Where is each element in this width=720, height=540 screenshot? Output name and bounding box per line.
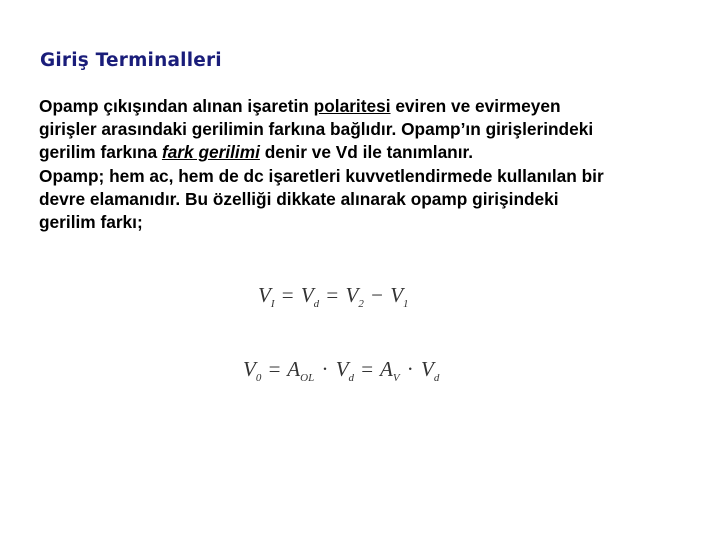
- text-segment: denir ve Vd ile tanımlanır.: [259, 142, 474, 163]
- eq-subscript: d: [313, 298, 320, 310]
- eq-symbol: A: [287, 357, 301, 381]
- eq-subscript: 2: [358, 298, 364, 310]
- eq-symbol: V: [345, 283, 359, 307]
- text-segment: gerilim farkına: [39, 142, 162, 163]
- eq-symbol: A: [379, 357, 393, 381]
- paragraph-1-line-3: [39, 141, 709, 164]
- eq-subscript: 1: [403, 298, 409, 310]
- eq-symbol: V: [243, 357, 256, 381]
- slide-body: [39, 95, 709, 234]
- underlined-term-polaritesi: polaritesi: [313, 96, 391, 116]
- paragraph-2-line-3: gerilim farkı;: [39, 212, 143, 233]
- eq-subscript: OL: [300, 372, 315, 384]
- eq-symbol: V: [258, 283, 271, 307]
- eq-subscript: 0: [255, 372, 262, 384]
- eq-subscript: V: [392, 372, 400, 384]
- underlined-term-fark-gerilimi: fark gerilimi: [161, 142, 260, 163]
- text-segment: eviren ve evirmeyen: [390, 96, 561, 116]
- paragraph-1-line-2: girişler arasındaki gerilimin farkına bağlıdır. Opamp’ın girişlerindeki: [39, 119, 594, 140]
- paragraph-1-line-1: [39, 95, 709, 118]
- text-segment: Opamp çıkışından alınan işaretin: [39, 96, 314, 116]
- eq-symbol: V: [390, 283, 404, 307]
- eq-symbol: V: [421, 357, 434, 381]
- eq-subscript: d: [348, 372, 355, 384]
- equation-differential-voltage: $V_I = V_d = V_2 - V_1$: [258, 283, 409, 310]
- paragraph-2-line-1: Opamp; hem ac, hem de dc işaretleri kuvvetlendirmede kullanılan bir: [39, 165, 604, 186]
- paragraph-2-line-2: devre elamanıdır. Bu özelliği dikkate alınarak opamp girişindeki: [39, 188, 559, 209]
- eq-subscript: I: [270, 298, 275, 310]
- slide-title: Giriş Terminalleri: [40, 50, 222, 71]
- eq-subscript: d: [433, 372, 440, 384]
- equation-output-voltage: $V_0 = A_{OL} \cdot V_d = A_V \cdot V_d$: [243, 357, 440, 384]
- eq-symbol: V: [300, 283, 314, 307]
- eq-symbol: V: [335, 357, 349, 381]
